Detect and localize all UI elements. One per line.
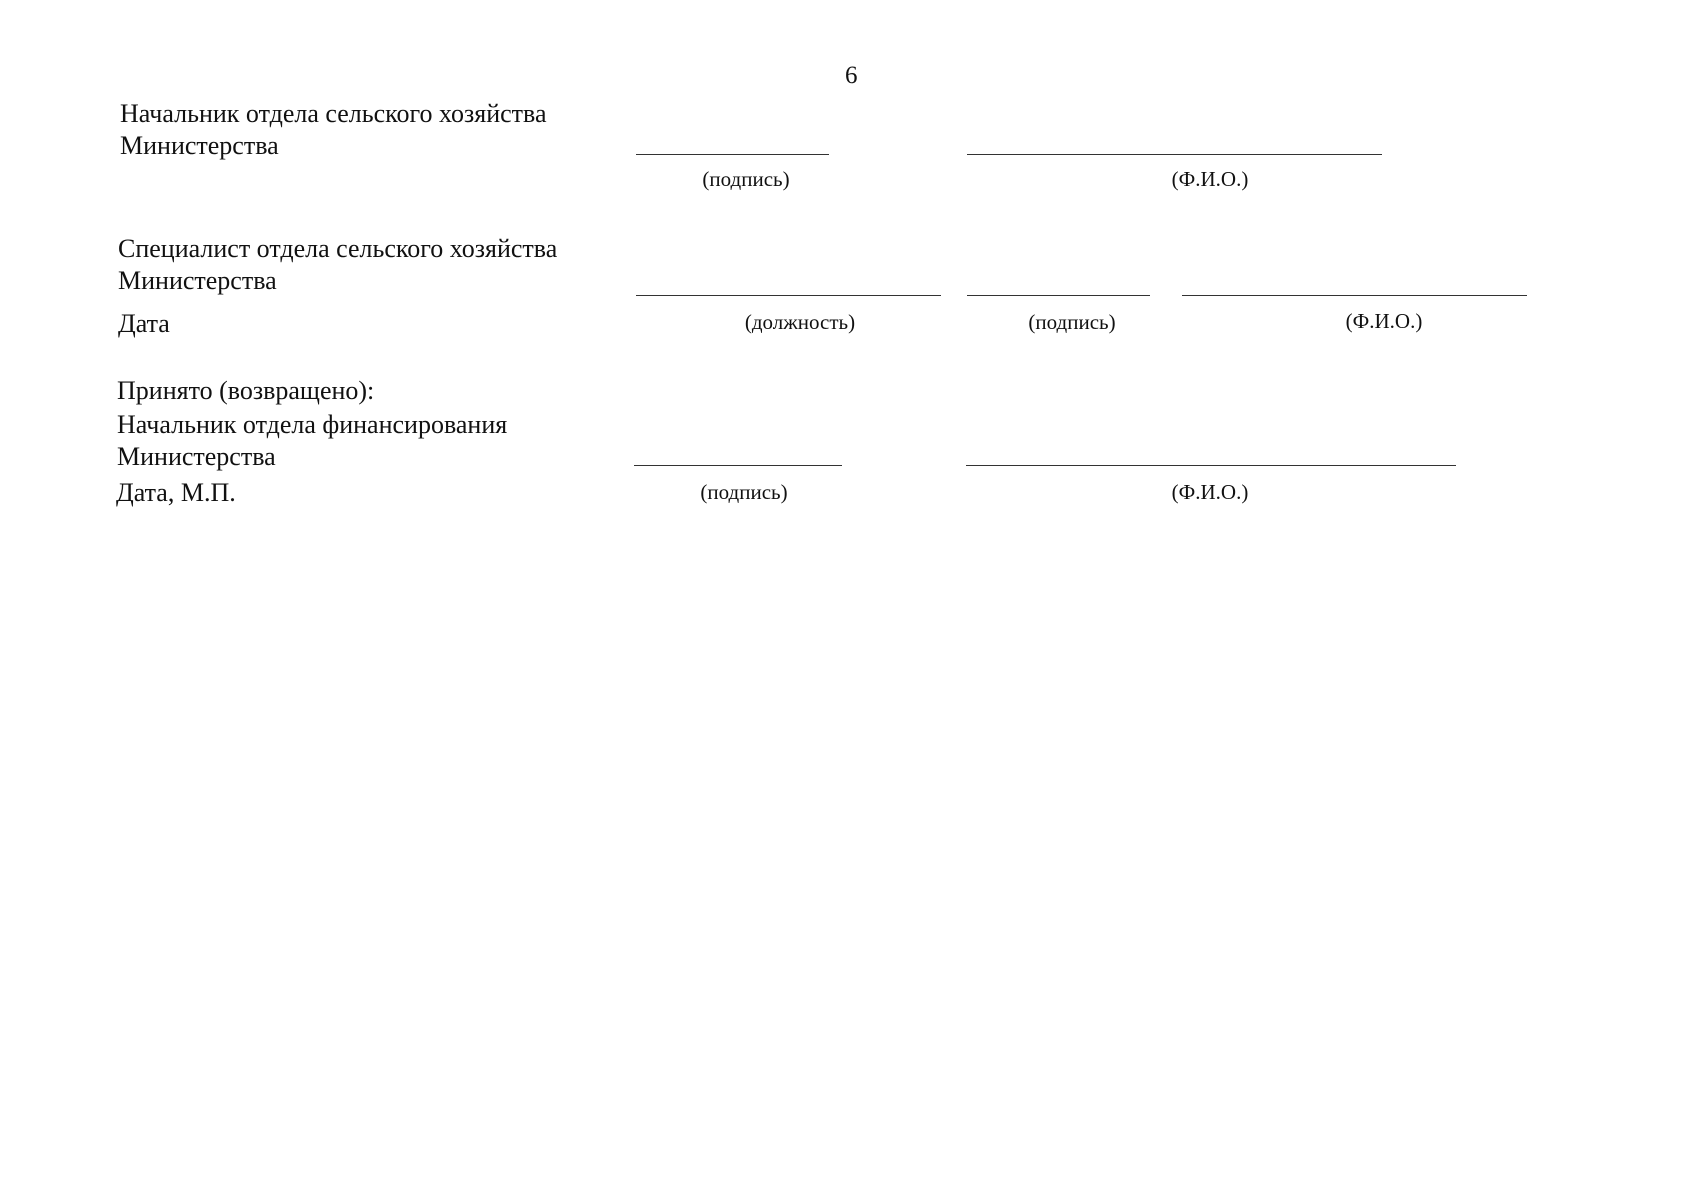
block3-name-caption: (Ф.И.О.) bbox=[1171, 480, 1249, 504]
block3-signature-caption: (подпись) bbox=[700, 480, 788, 504]
block1-title-line2: Министерства bbox=[120, 131, 279, 160]
block3-signature-line bbox=[634, 465, 842, 466]
block2-title-line2: Министерства bbox=[118, 266, 277, 295]
block2-name-line bbox=[1182, 295, 1527, 296]
block1-name-line bbox=[967, 154, 1382, 155]
block1-title-line1: Начальник отдела сельского хозяйства bbox=[120, 99, 547, 128]
block1-signature-caption: (подпись) bbox=[702, 167, 790, 191]
block3-title-line2: Министерства bbox=[117, 442, 276, 471]
page-number: 6 bbox=[845, 62, 858, 89]
block3-name-line bbox=[966, 465, 1456, 466]
block1-name-caption: (Ф.И.О.) bbox=[1171, 167, 1249, 191]
block2-name-caption: (Ф.И.О.) bbox=[1345, 309, 1423, 333]
block3-accepted-label: Принято (возвращено): bbox=[117, 376, 375, 405]
block3-title-line1: Начальник отдела финансирования bbox=[117, 410, 508, 439]
block2-date-label: Дата bbox=[118, 309, 170, 338]
block2-signature-line bbox=[967, 295, 1150, 296]
block2-title-line1: Специалист отдела сельского хозяйства bbox=[118, 234, 558, 263]
block2-signature-caption: (подпись) bbox=[1028, 310, 1116, 334]
block1-signature-line bbox=[636, 154, 829, 155]
block2-position-line bbox=[636, 295, 941, 296]
block3-date-stamp-label: Дата, М.П. bbox=[116, 478, 236, 507]
block2-position-caption: (должность) bbox=[744, 310, 856, 334]
